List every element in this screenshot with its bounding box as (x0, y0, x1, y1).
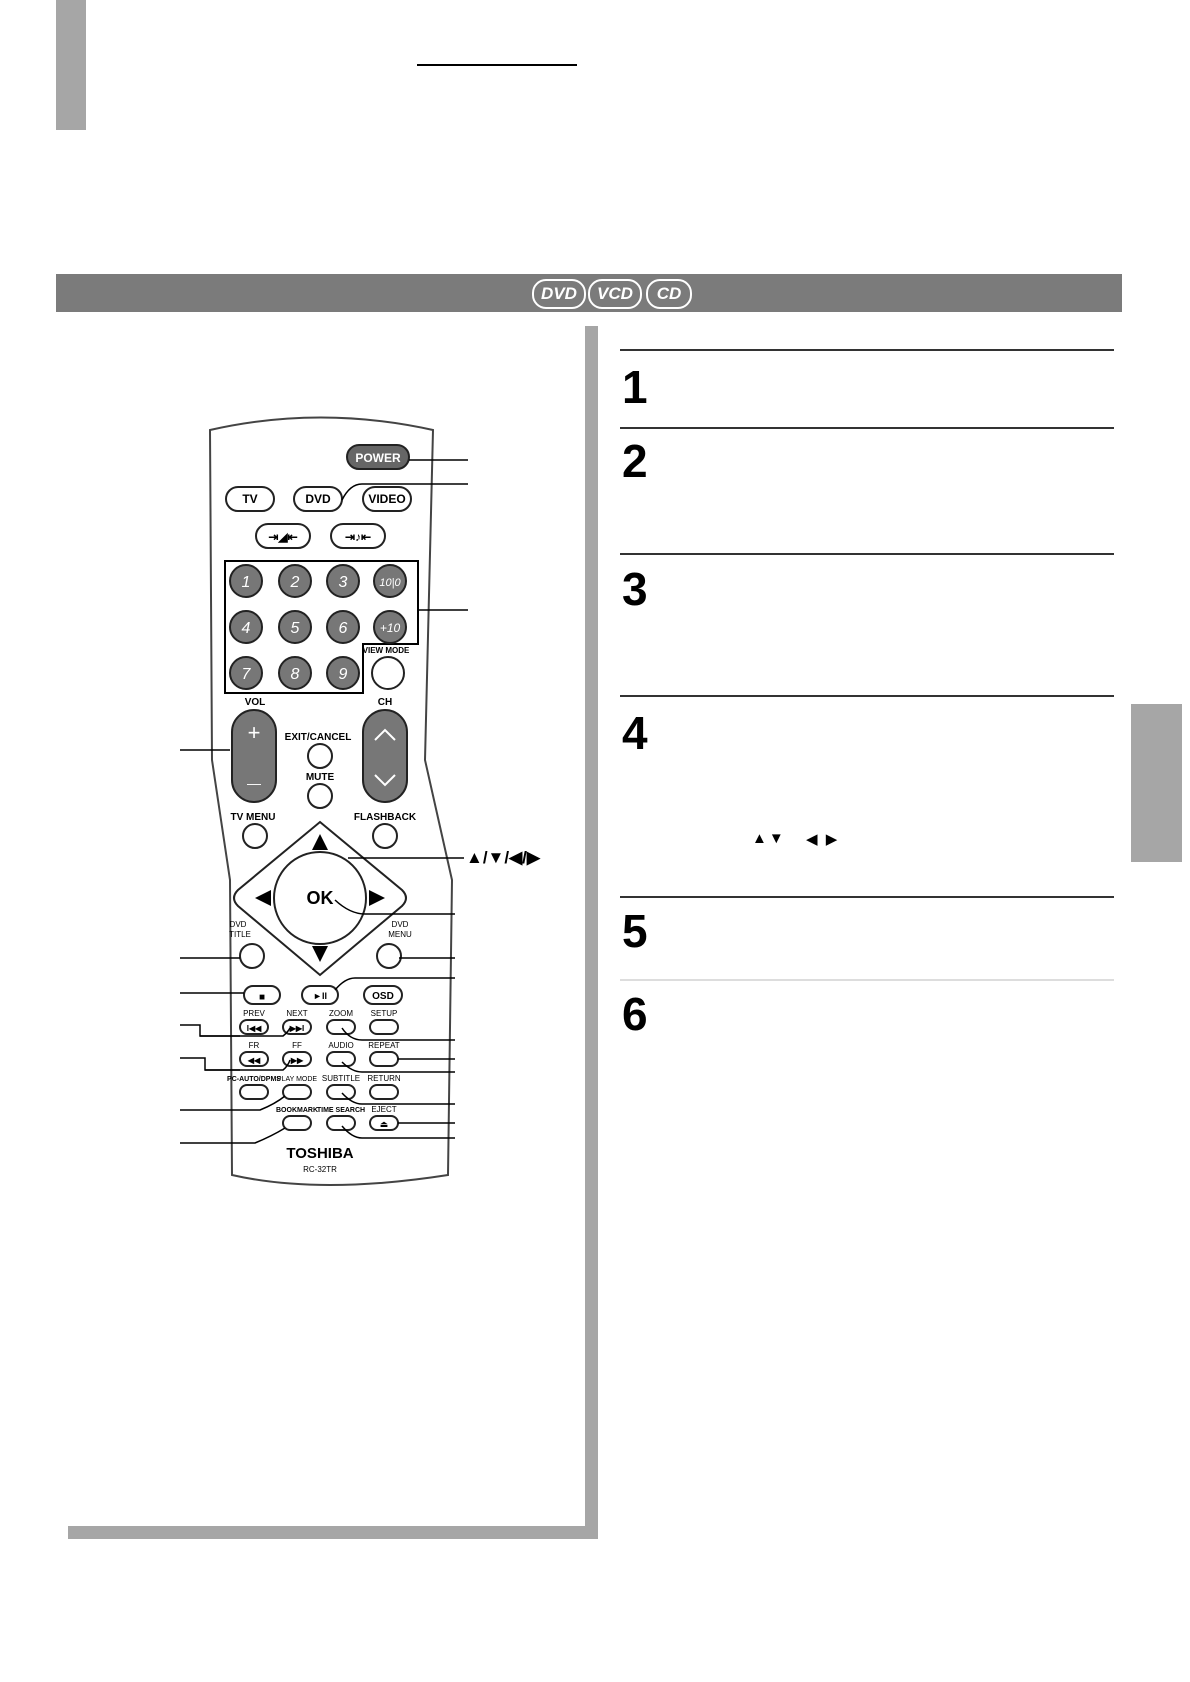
prev-icon: I◀◀ (246, 1024, 262, 1033)
exit-cancel-label: EXIT/CANCEL (284, 732, 352, 743)
digit-label: 2 (290, 574, 300, 591)
dvd-badge: DVD (532, 279, 586, 309)
dvd-title-label-1: DVD (229, 920, 247, 929)
model-label: RC-32TR (303, 1165, 337, 1174)
bookmark-button (283, 1116, 311, 1130)
tv-menu-label: TV MENU (230, 812, 276, 823)
return-button (370, 1085, 398, 1099)
digit-label: 9 (338, 666, 348, 683)
tv-menu-button (243, 824, 267, 848)
audio-label: AUDIO (328, 1041, 354, 1050)
step-number: 2 (622, 435, 648, 487)
subtitle-label: SUBTITLE (321, 1074, 361, 1083)
dvd-mode-label: DVD (305, 492, 331, 506)
digit-label: 7 (241, 666, 251, 683)
vol-plus-icon: + (247, 720, 261, 745)
picture-mode-icon: ⇥◢⇤ (268, 530, 298, 544)
ch-label: CH (377, 697, 393, 708)
zoom-button (327, 1020, 355, 1034)
ff-label: FF (292, 1041, 302, 1050)
repeat-button (370, 1052, 398, 1066)
osd-label: OSD (372, 991, 394, 1002)
mute-label: MUTE (305, 772, 335, 783)
tv-mode-label: TV (242, 492, 258, 506)
time-search-button (327, 1116, 355, 1130)
digit-label: 3 (338, 574, 348, 591)
ok-label: OK (306, 888, 334, 908)
step-number: 5 (622, 905, 648, 957)
dvd-title-label-2: TITLE (229, 930, 251, 939)
next-icon: ▶▶I (289, 1024, 305, 1033)
pc-auto-label: PC-AUTO/DPMS (227, 1076, 281, 1083)
return-label: RETURN (367, 1074, 401, 1083)
digit-label: 10|0 (379, 577, 401, 589)
subtitle-button (327, 1085, 355, 1099)
power-label: POWER (355, 451, 401, 465)
audio-button (327, 1052, 355, 1066)
repeat-label: REPEAT (368, 1041, 400, 1050)
sound-mode-icon: ⇥♪⇤ (344, 530, 372, 544)
step-number: 6 (622, 988, 648, 1040)
dvd-menu-label-1: DVD (391, 920, 409, 929)
digit-label: +10 (379, 621, 401, 635)
left-right-arrows-icon: ◀ ▶ (806, 831, 840, 848)
next-label: NEXT (286, 1009, 308, 1018)
setup-button (370, 1020, 398, 1034)
brand-logo: TOSHIBA (286, 1145, 354, 1162)
cd-badge: CD (646, 279, 692, 309)
fr-label: FR (248, 1041, 260, 1050)
flashback-button (373, 824, 397, 848)
time-search-label: TIME SEARCH (316, 1107, 366, 1114)
step-number: 4 (622, 707, 648, 759)
digit-label: 1 (241, 574, 251, 591)
dvd-menu-label-2: MENU (388, 930, 412, 939)
nav-arrows-callout: ▲/▼/◀/▶ (466, 848, 540, 867)
step-number: 3 (622, 563, 648, 615)
vcd-badge: VCD (588, 279, 642, 309)
pc-auto-button (240, 1085, 268, 1099)
digit-label: 5 (290, 620, 300, 637)
view-mode-button (372, 657, 404, 689)
play-pause-icon: ►II (313, 991, 327, 1001)
prev-label: PREV (243, 1009, 265, 1018)
exit-cancel-button (308, 744, 332, 768)
dvd-title-button (240, 944, 264, 968)
eject-label: EJECT (371, 1105, 397, 1114)
channel-rocker (363, 710, 407, 802)
up-down-arrows-icon: ▲▼ (752, 830, 786, 847)
flashback-label: FLASHBACK (353, 812, 417, 823)
fr-icon: ◀◀ (247, 1056, 261, 1065)
digit-label: 6 (338, 620, 348, 637)
play-mode-label: PLAY MODE (276, 1076, 318, 1083)
step-number: 1 (622, 361, 648, 413)
play-mode-button (283, 1085, 311, 1099)
digit-label: 8 (290, 666, 300, 683)
digit-label: 4 (241, 620, 251, 637)
ff-icon: ▶▶ (290, 1056, 304, 1065)
video-mode-label: VIDEO (368, 492, 406, 506)
dvd-menu-button (377, 944, 401, 968)
setup-label: SETUP (370, 1009, 398, 1018)
bookmark-label: BOOKMARK (276, 1107, 318, 1114)
stop-icon: ■ (258, 992, 266, 1003)
eject-icon: ⏏ (379, 1119, 389, 1129)
mute-button (308, 784, 332, 808)
zoom-label: ZOOM (329, 1009, 353, 1018)
view-mode-label: VIEW MODE (362, 646, 410, 655)
vol-label: VOL (244, 697, 266, 708)
vol-minus-icon: — (247, 775, 261, 791)
